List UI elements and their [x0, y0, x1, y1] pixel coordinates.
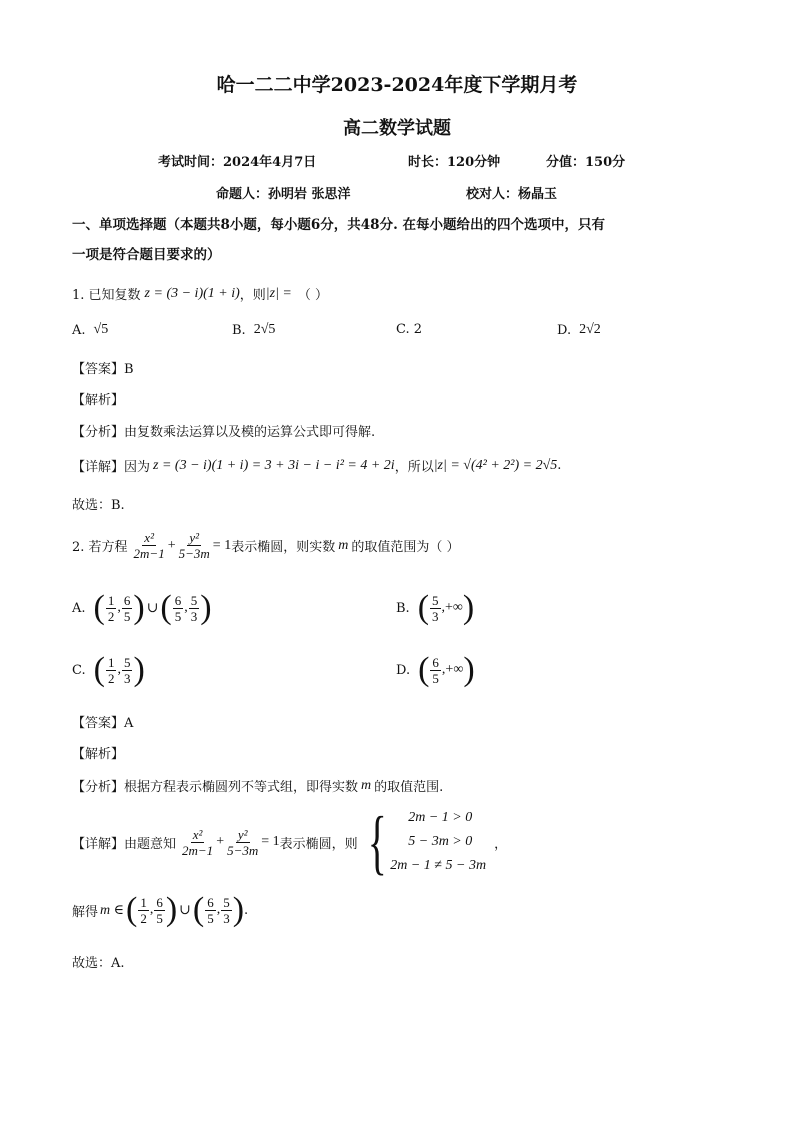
q2-a-frac4-num: 5: [190, 592, 198, 608]
q2-option-b: B. ( $\frac{5}{3}$ , +∞ ): [396, 589, 475, 626]
q2-sys-line2: 5 − 3m > 0: [408, 834, 473, 849]
q1-option-c: C. 2: [396, 322, 423, 337]
q2-solve-in: m ∈: [100, 902, 124, 918]
q2-option-d: D. ( $\frac{6}{5}$ , +∞ ): [396, 651, 475, 688]
q1-option-a: [72, 322, 108, 338]
q2-a-frac4-den: 3: [190, 608, 198, 624]
q2-answer: 【答案】A: [72, 716, 134, 731]
q2-c-frac2-den: 3: [123, 670, 131, 686]
q2-c-frac1: [106, 655, 117, 686]
q2-a-union: ∪: [146, 600, 159, 616]
q2-stem-suffix-1: 表示椭圆，则实数: [231, 540, 336, 555]
q1-detail-result: |z| = √(4² + 2²) = 2√5: [433, 457, 558, 473]
q2-eq-one: = 1: [212, 537, 232, 553]
q2-a-frac3-den: 5: [174, 608, 182, 624]
q2-detail-frac-y: [225, 827, 260, 858]
q2-s-frac2: [154, 895, 165, 926]
q2-a-frac1: [106, 593, 117, 624]
q2-stem: 2. 若方程 $\frac{\text{x²}}{2m-1}$ + $\frac{\text{y²}}{5-3m}$ = 1 表示椭圆，则实数 m 的取值范围为（ ）: [72, 530, 460, 561]
q1-option-d-label: D.: [557, 322, 572, 338]
q2-detail-frac-x-den: 2m−1: [182, 842, 214, 858]
q1-option-b-value: 2√5: [253, 322, 276, 337]
q2-conclusion: 故选：A.: [72, 956, 125, 971]
q2-inequality-system: { 2m − 1 > 0 5 − 3m > 0 2m − 1 ≠ 5 − 3m ，: [367, 802, 508, 882]
exam-authors: 命题人：孙明岩 张思洋: [216, 187, 351, 202]
q2-c-frac1-den: 2: [107, 670, 115, 686]
q2-a-frac1-num: 1: [107, 592, 115, 608]
q2-a-frac4: [189, 593, 200, 624]
page-subtitle: 高二数学试题: [343, 118, 451, 139]
q2-a-frac2: [122, 593, 133, 624]
q2-s-frac3: [205, 895, 216, 926]
q1-fenxi: 【分析】由复数乘法运算以及模的运算公式即可得解.: [72, 425, 376, 440]
q1-option-a-value: √5: [93, 322, 109, 337]
q2-option-d-label: D.: [396, 662, 411, 678]
q2-detail-frac-y-num: y²: [237, 826, 248, 842]
q2-s-frac3-num: 6: [207, 894, 214, 910]
q2-sys-line1: 2m − 1 > 0: [408, 810, 473, 825]
q1-option-d-value: 2√2: [579, 322, 601, 337]
page-title: 哈一二二中学2023-2024年度下学期月考: [216, 74, 578, 96]
q2-frac-y: [177, 530, 212, 561]
q2-stem-var: m: [338, 537, 349, 553]
q2-frac-x-den: 2m−1: [133, 546, 165, 561]
q2-frac-y-den: 5−3m: [178, 546, 210, 561]
q1-detail-formula: z = (3 − i)(1 + i) = 3 + 3i − i − i² = 4 + 2i: [153, 457, 395, 473]
q2-a-frac1-den: 2: [107, 608, 115, 624]
q2-fenxi-suffix: 的取值范围.: [374, 780, 444, 795]
q2-b-frac1-den: 3: [432, 608, 439, 624]
q2-option-c: C. ( $\frac{1}{2}$ , $\frac{5}{3}$ ): [72, 651, 145, 688]
section-heading-line1: 一、单项选择题（本题共8小题，每小题6分，共48分. 在每小题给出的四个选项中，只有: [72, 217, 605, 233]
q1-detail-prefix: 【详解】因为: [72, 460, 151, 475]
q2-sys-line3: 2m − 1 ≠ 5 − 3m: [390, 858, 487, 873]
q2-d-infinity: +∞: [445, 662, 464, 677]
q2-stem-suffix-2: 的取值范围为（ ）: [351, 540, 460, 555]
q2-solve-prefix: 解得: [72, 904, 99, 920]
q2-b-infinity: +∞: [445, 600, 463, 615]
q2-detail-frac-x-num: x²: [192, 826, 203, 842]
q2-a-frac2-den: 5: [123, 608, 131, 624]
exam-score: 分值：150分: [546, 155, 626, 170]
q2-c-frac2: [122, 655, 133, 686]
q2-c-frac1-num: 1: [107, 654, 115, 670]
q1-conclusion: 故选：B.: [72, 498, 125, 513]
q2-detail: 【详解】由题意知 $\frac{\text{x²}}{2m-1}$ + $\frac{\text{y²}}{5-3m}$ = 1 表示椭圆，则 { 2m − 1 > 0 5 − 3m > 0 2m − 1 ≠ 5 − 3m ，: [72, 802, 508, 882]
q2-detail-frac-x: [180, 827, 215, 858]
q1-stem-formula: z = (3 − i)(1 + i): [144, 285, 240, 301]
q1-option-a-label: A.: [72, 322, 86, 338]
q2-analysis-tag: 【解析】: [72, 747, 125, 762]
q2-frac-y-num: y²: [189, 530, 200, 545]
q2-a-frac2-num: 6: [123, 592, 131, 608]
q2-detail-prefix: 【详解】由题意知: [72, 836, 177, 852]
q1-option-d: [557, 322, 601, 338]
q1-stem-prefix: 1. 已知复数: [72, 288, 141, 303]
q2-s-frac1: [138, 895, 149, 926]
q2-s-frac3-den: 5: [207, 910, 214, 926]
q1-stem: [72, 284, 328, 303]
q1-stem-paren: （ ）: [297, 288, 329, 303]
exam-proofreader: 校对人：杨晶玉: [466, 187, 558, 202]
q2-d-frac1-num: 6: [432, 654, 439, 670]
q2-solve-end: .: [244, 902, 249, 918]
q2-s-frac1-den: 2: [140, 910, 147, 926]
q1-stem-abs: |z| =: [265, 285, 292, 301]
q1-stem-mid: ，则: [239, 288, 266, 303]
q1-detail: 【详解】因为 z = (3 − i)(1 + i) = 3 + 3i − i − i² = 4 + 2i ，所以 |z| = √(4² + 2²) = 2√5 .: [72, 457, 562, 475]
q2-s-frac4-den: 3: [223, 910, 230, 926]
q2-solution: 解得 m ∈ ( $\frac{1}{2}$ , $\frac{6}{5}$ ) ∪ ( $\frac{6}{5}$ , $\frac{5}{3}$ ) .: [72, 891, 249, 928]
q2-a-frac3-num: 6: [174, 592, 182, 608]
q2-s-frac2-num: 6: [156, 894, 163, 910]
q2-b-frac1-num: 5: [432, 592, 439, 608]
q2-option-a: A. ( $\frac{1}{2}$ , $\frac{6}{5}$ ) ∪ ( $\frac{6}{5}$ , $\frac{5}{3}$ ): [72, 589, 212, 626]
q1-answer: 【答案】B: [72, 362, 134, 377]
q2-d-frac1-den: 5: [432, 670, 439, 686]
q2-s-frac2-den: 5: [156, 910, 163, 926]
q1-option-b-label: B.: [232, 322, 246, 338]
q2-detail-mid: 表示椭圆，则: [279, 836, 358, 852]
q2-fenxi-var: m: [361, 777, 372, 793]
exam-duration: 时长：120分钟: [408, 155, 501, 170]
q2-option-a-label: A.: [72, 600, 86, 616]
q2-s-frac4-num: 5: [223, 894, 230, 910]
q2-fenxi-prefix: 【分析】根据方程表示椭圆列不等式组，即得实数: [72, 780, 359, 795]
q1-option-b: [232, 322, 275, 338]
q1-detail-mid: ，所以: [394, 460, 434, 475]
q2-stem-prefix: 2. 若方程: [72, 540, 128, 555]
q2-b-frac1: [430, 593, 441, 624]
q2-sys-comma: ，: [494, 836, 508, 852]
exam-time: 考试时间：2024年4月7日: [158, 155, 317, 170]
q2-detail-eq-one: = 1: [261, 834, 280, 849]
q2-c-frac2-num: 5: [123, 654, 131, 670]
q2-s-union: ∪: [179, 902, 191, 918]
q2-fenxi: [72, 776, 443, 795]
q1-analysis-tag: 【解析】: [72, 393, 125, 408]
q2-a-frac3: [173, 593, 184, 624]
q2-frac-x-num: x²: [144, 530, 154, 545]
q2-frac-x: [132, 530, 167, 561]
q2-option-b-label: B.: [396, 600, 410, 616]
q2-d-frac1: [430, 655, 441, 686]
q2-s-frac4: [221, 895, 232, 926]
q2-option-c-label: C.: [72, 662, 86, 678]
q2-s-frac1-num: 1: [140, 894, 147, 910]
q2-detail-frac-y-den: 5−3m: [227, 842, 259, 858]
section-heading-line2: 一项是符合题目要求的）: [72, 247, 221, 263]
